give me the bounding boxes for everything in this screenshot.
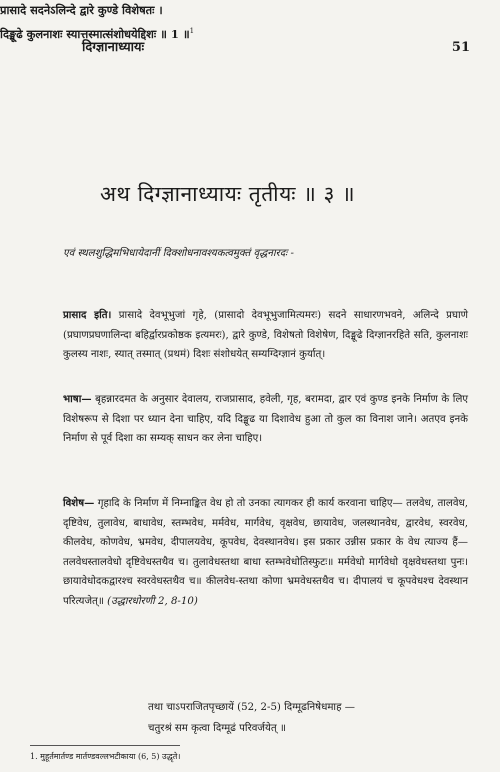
- verse-line-1: प्रासादे सदनेऽलिन्दे द्वारे कुण्डे विशेषतः ।: [0, 3, 163, 17]
- bhasha-text: बृहन्नारदमत के अनुसार देवालय, राजप्रासाद, हवेली, गृह, बरामदा, द्वार एवं कुण्ड इनके निर्माण के लिए विशेषरूप से दिशा पर ध्यान देना चाहिए, यदि दिङ्मूढ या दिशावेध हुआ तो कुल का विनाश जाने। अतएव इनके निर्माण से पूर्व दिशा का सम्यक् साधन कर लेना चाहिए।: [63, 394, 468, 444]
- commentary-lead: प्रासाद इति।: [63, 309, 112, 321]
- intro-line: एवं स्थलशुद्धिमभिधायेदानीं दिक्शोधनावश्यकत्वमुक्तं वृद्धनारदः -: [63, 248, 294, 259]
- commentary-paragraph: [63, 306, 468, 365]
- quote-line-1: तथा चाऽपराजितपृच्छायें (52, 2-5) दिग्मूढनिषेधमाह —: [148, 702, 355, 713]
- vishesh-paragraph: [63, 494, 468, 611]
- verse-line-2: [0, 21, 380, 45]
- footnote-text: 1. मुहूर्तमार्तण्ड मार्तण्डवल्लभटीकाया (6, 5) उद्धृते।: [30, 752, 181, 761]
- verse-line-2-text: दिङ्मूढे कुलनाशः स्यात्तस्मात्संशोधयेद्दिशः ॥ 1 ॥: [0, 26, 190, 41]
- running-header-title: दिग्ज्ञानाध्यायः: [82, 40, 145, 55]
- commentary-text: प्रासादे देवभूभुजां गृहे, (प्रासादो देवभूभुजामित्यमरः) सदने साधारणभवने, अलिन्दे प्रघाणे (प्रघाणप्रघणालिन्दा बहिर्द्वारप्रकोष्ठक इत्यमरः), द्वारे कुण्डे, विशेषतो विशेषेण, दिङ्मूढे दिग्ज्ञानरहिते सति, कुलनाशः कुलस्य नाशः, स्यात् तस्मात् (प्रथमं) दिशः संशोधयेत् सम्यग्दिग्ज्ञानं कुर्यात्।: [63, 310, 468, 360]
- bhasha-lead: भाषा—: [63, 393, 92, 405]
- chapter-title: अथ दिग्ज्ञानाध्यायः तृतीयः ॥ ३ ॥: [100, 182, 356, 206]
- bhasha-paragraph: [63, 390, 468, 449]
- footnote-divider: [30, 745, 180, 746]
- verse-block: [0, 0, 380, 45]
- vishesh-citation: (उद्धारधोरणी 2, 8-10): [107, 595, 198, 607]
- footnote-marker: 1: [189, 27, 195, 35]
- vishesh-text: गृहादि के निर्माण में निम्नाङ्कित वेध हो तो उनका त्यागकर ही कार्य करवाना चाहिए— तलवेध, तालवेध, दृष्टिवेध, तुलावेध, बाधावेध, स्तम्भवेध, मर्मवेध, मार्गवेध, वृक्षवेध, छायावेध, जलस्थानवेध, द्वारवेध, स्वरवेध, कीलवेध, कोणवेध, भ्रमवेध, दीपालयवेध, कूपवेध, देवस्थानवेध। इस प्रकार उन्नीस प्रकार के वेध त्याज्य हैं— तलवेधस्तालवेधो दृष्टिवेधस्तथैव च। तुलावेधस्तथा बाधा स्तम्भवेधोतिस्फुटः॥ मर्मवेधो मार्गवेधो वृक्षवेधस्तथा पुनः। छायावेधोदकद्वारश्च स्वरवेधस्तथैव च॥ कीलवेध-स्तथा कोणा भ्रमवेधस्तथैव च। दीपालयं च कूपवेधश्च देवस्थान परित्यजेत्॥: [63, 498, 468, 607]
- vishesh-lead: विशेष—: [63, 497, 95, 509]
- page-number: 51: [451, 40, 470, 55]
- quote-line-2: चतुरश्रं सम कृत्वा दिग्मूढं परिवर्जयेत् ॥: [148, 723, 287, 734]
